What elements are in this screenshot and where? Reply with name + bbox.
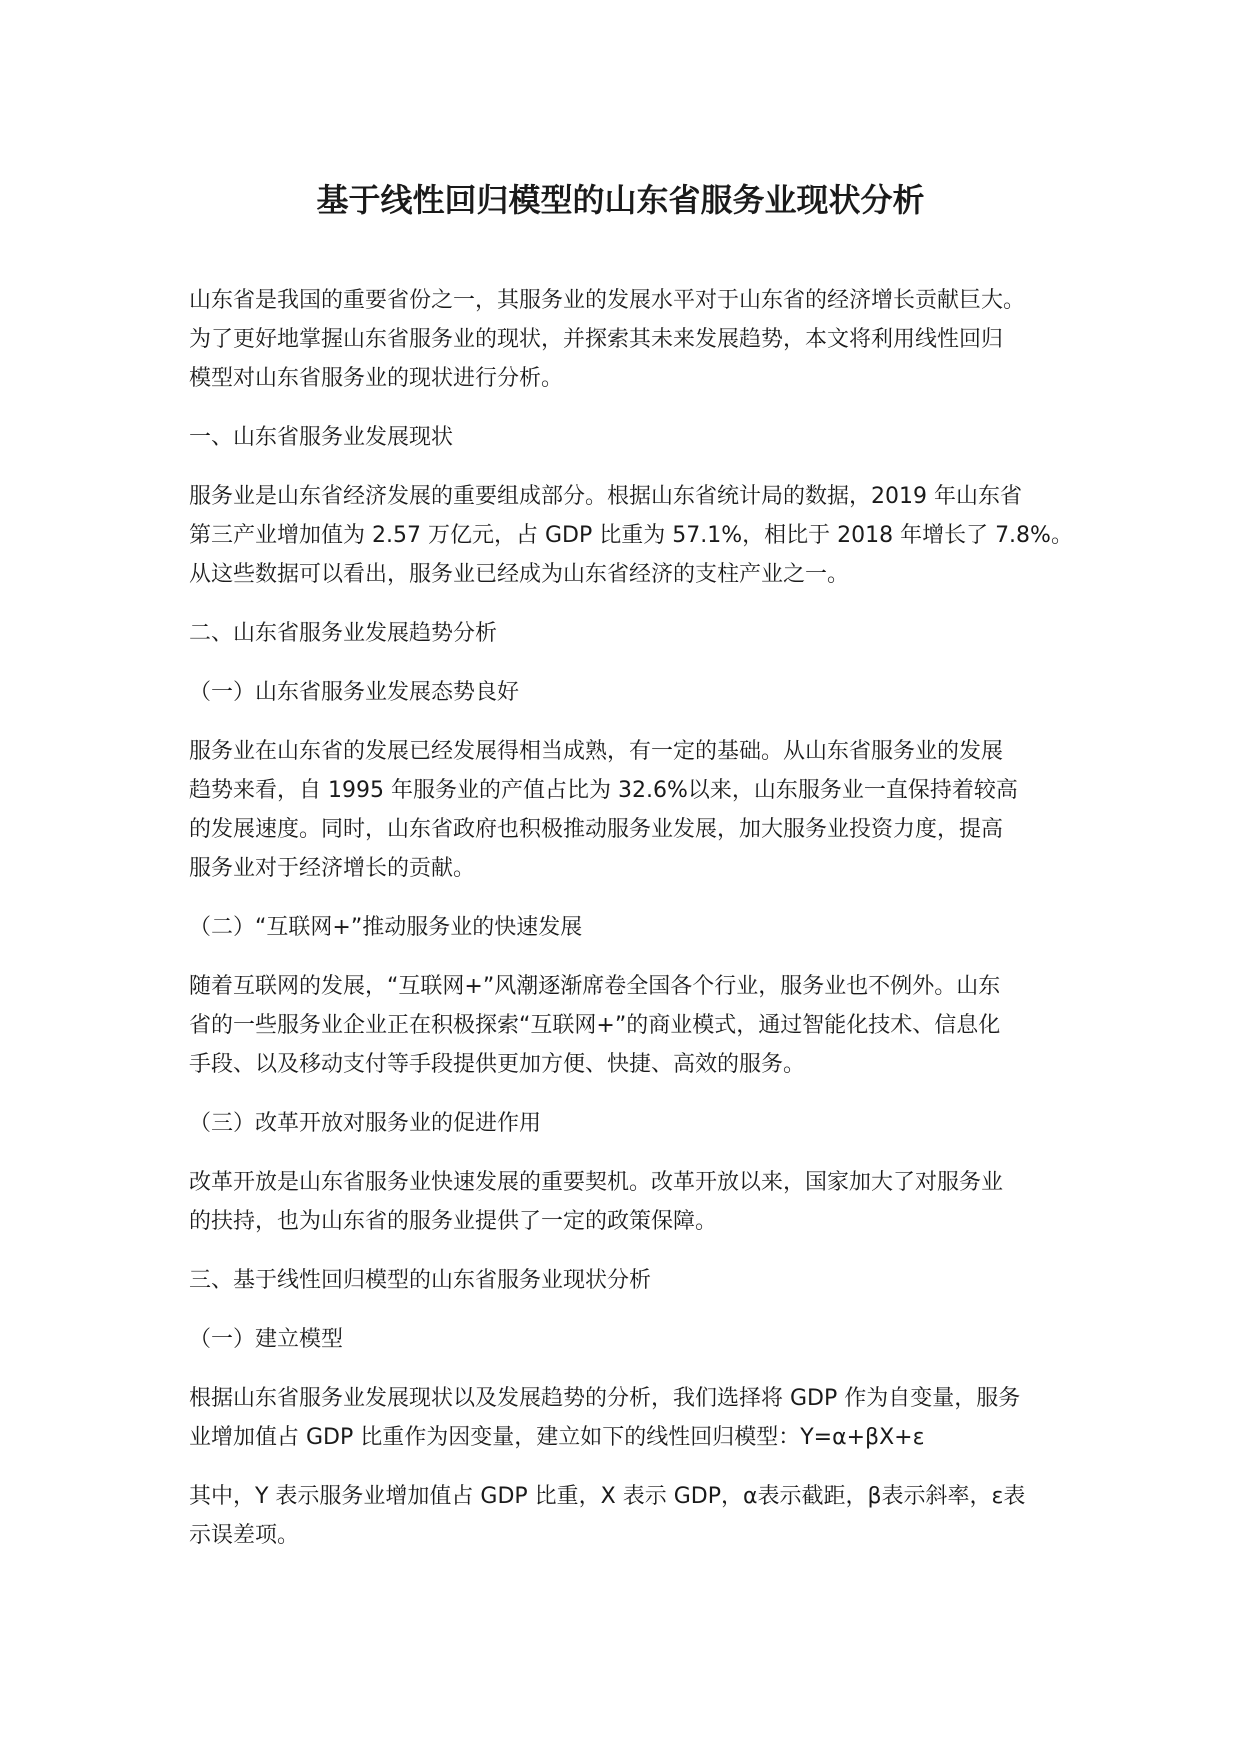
document-body bbox=[189, 281, 1073, 1575]
paragraph-line: 手段、以及移动支付等手段提供更加方便、快捷、高效的服务。 bbox=[189, 1052, 806, 1077]
paragraph-line: 趋势来看，自 1995 年服务业的产值占比为 32.6%以来，山东服务业一直保持着较高 bbox=[189, 778, 1018, 803]
section-heading: （一）山东省服务业发展态势良好 bbox=[189, 680, 520, 705]
section-heading: 一、山东省服务业发展现状 bbox=[189, 425, 454, 450]
paragraph bbox=[189, 732, 1069, 888]
paragraph-line: 山东省是我国的重要省份之一，其服务业的发展水平对于山东省的经济增长贡献巨大。 bbox=[189, 288, 1026, 313]
paragraph-line: 第三产业增加值为 2.57 万亿元，占 GDP 比重为 57.1%，相比于 2018 年增长了 7.8%。 bbox=[189, 523, 1073, 548]
paragraph-line: 根据山东省服务业发展现状以及发展趋势的分析，我们选择将 GDP 作为自变量，服务 bbox=[189, 1386, 1021, 1411]
paragraph-line: 其中，Y 表示服务业增加值占 GDP 比重，X 表示 GDP，α表示截距，β表示斜率，ε表 bbox=[189, 1484, 1026, 1509]
document-title: 基于线性回归模型的山东省服务业现状分析 bbox=[316, 181, 925, 219]
paragraph bbox=[189, 1163, 1069, 1241]
paragraph-line: 改革开放是山东省服务业快速发展的重要契机。改革开放以来，国家加大了对服务业 bbox=[189, 1170, 1004, 1195]
section-heading: （二）“互联网+”推动服务业的快速发展 bbox=[189, 915, 583, 940]
section-heading: （三）改革开放对服务业的促进作用 bbox=[189, 1111, 542, 1136]
paragraph-line: 的扶持，也为山东省的服务业提供了一定的政策保障。 bbox=[189, 1209, 718, 1234]
paragraph bbox=[189, 1477, 1069, 1555]
paragraph-line: 随着互联网的发展，“互联网+”风潮逐渐席卷全国各个行业，服务业也不例外。山东 bbox=[189, 974, 1001, 999]
paragraph-line: 省的一些服务业企业正在积极探索“互联网+”的商业模式，通过智能化技术、信息化 bbox=[189, 1013, 1001, 1038]
paragraph bbox=[189, 1379, 1069, 1457]
section-heading: 三、基于线性回归模型的山东省服务业现状分析 bbox=[189, 1268, 652, 1293]
paragraph-line: 为了更好地掌握山东省服务业的现状，并探索其未来发展趋势，本文将利用线性回归 bbox=[189, 327, 1004, 352]
paragraph-line: 示误差项。 bbox=[189, 1523, 300, 1548]
paragraph bbox=[189, 477, 1073, 594]
paragraph-line: 业增加值占 GDP 比重作为因变量，建立如下的线性回归模型：Y=α+βX+ε bbox=[189, 1425, 925, 1450]
section-heading: （一）建立模型 bbox=[189, 1327, 344, 1352]
paragraph bbox=[189, 281, 1069, 398]
paragraph-line: 模型对山东省服务业的现状进行分析。 bbox=[189, 366, 564, 391]
paragraph-line: 的发展速度。同时，山东省政府也积极推动服务业发展，加大服务业投资力度，提高 bbox=[189, 817, 1004, 842]
paragraph-line: 服务业在山东省的发展已经发展得相当成熟，有一定的基础。从山东省服务业的发展 bbox=[189, 739, 1004, 764]
paragraph bbox=[189, 967, 1069, 1084]
paragraph-line: 服务业是山东省经济发展的重要组成部分。根据山东省统计局的数据，2019 年山东省 bbox=[189, 484, 1022, 509]
section-heading: 二、山东省服务业发展趋势分析 bbox=[189, 621, 498, 646]
paragraph-line: 从这些数据可以看出，服务业已经成为山东省经济的支柱产业之一。 bbox=[189, 562, 850, 587]
paragraph-line: 服务业对于经济增长的贡献。 bbox=[189, 856, 476, 881]
